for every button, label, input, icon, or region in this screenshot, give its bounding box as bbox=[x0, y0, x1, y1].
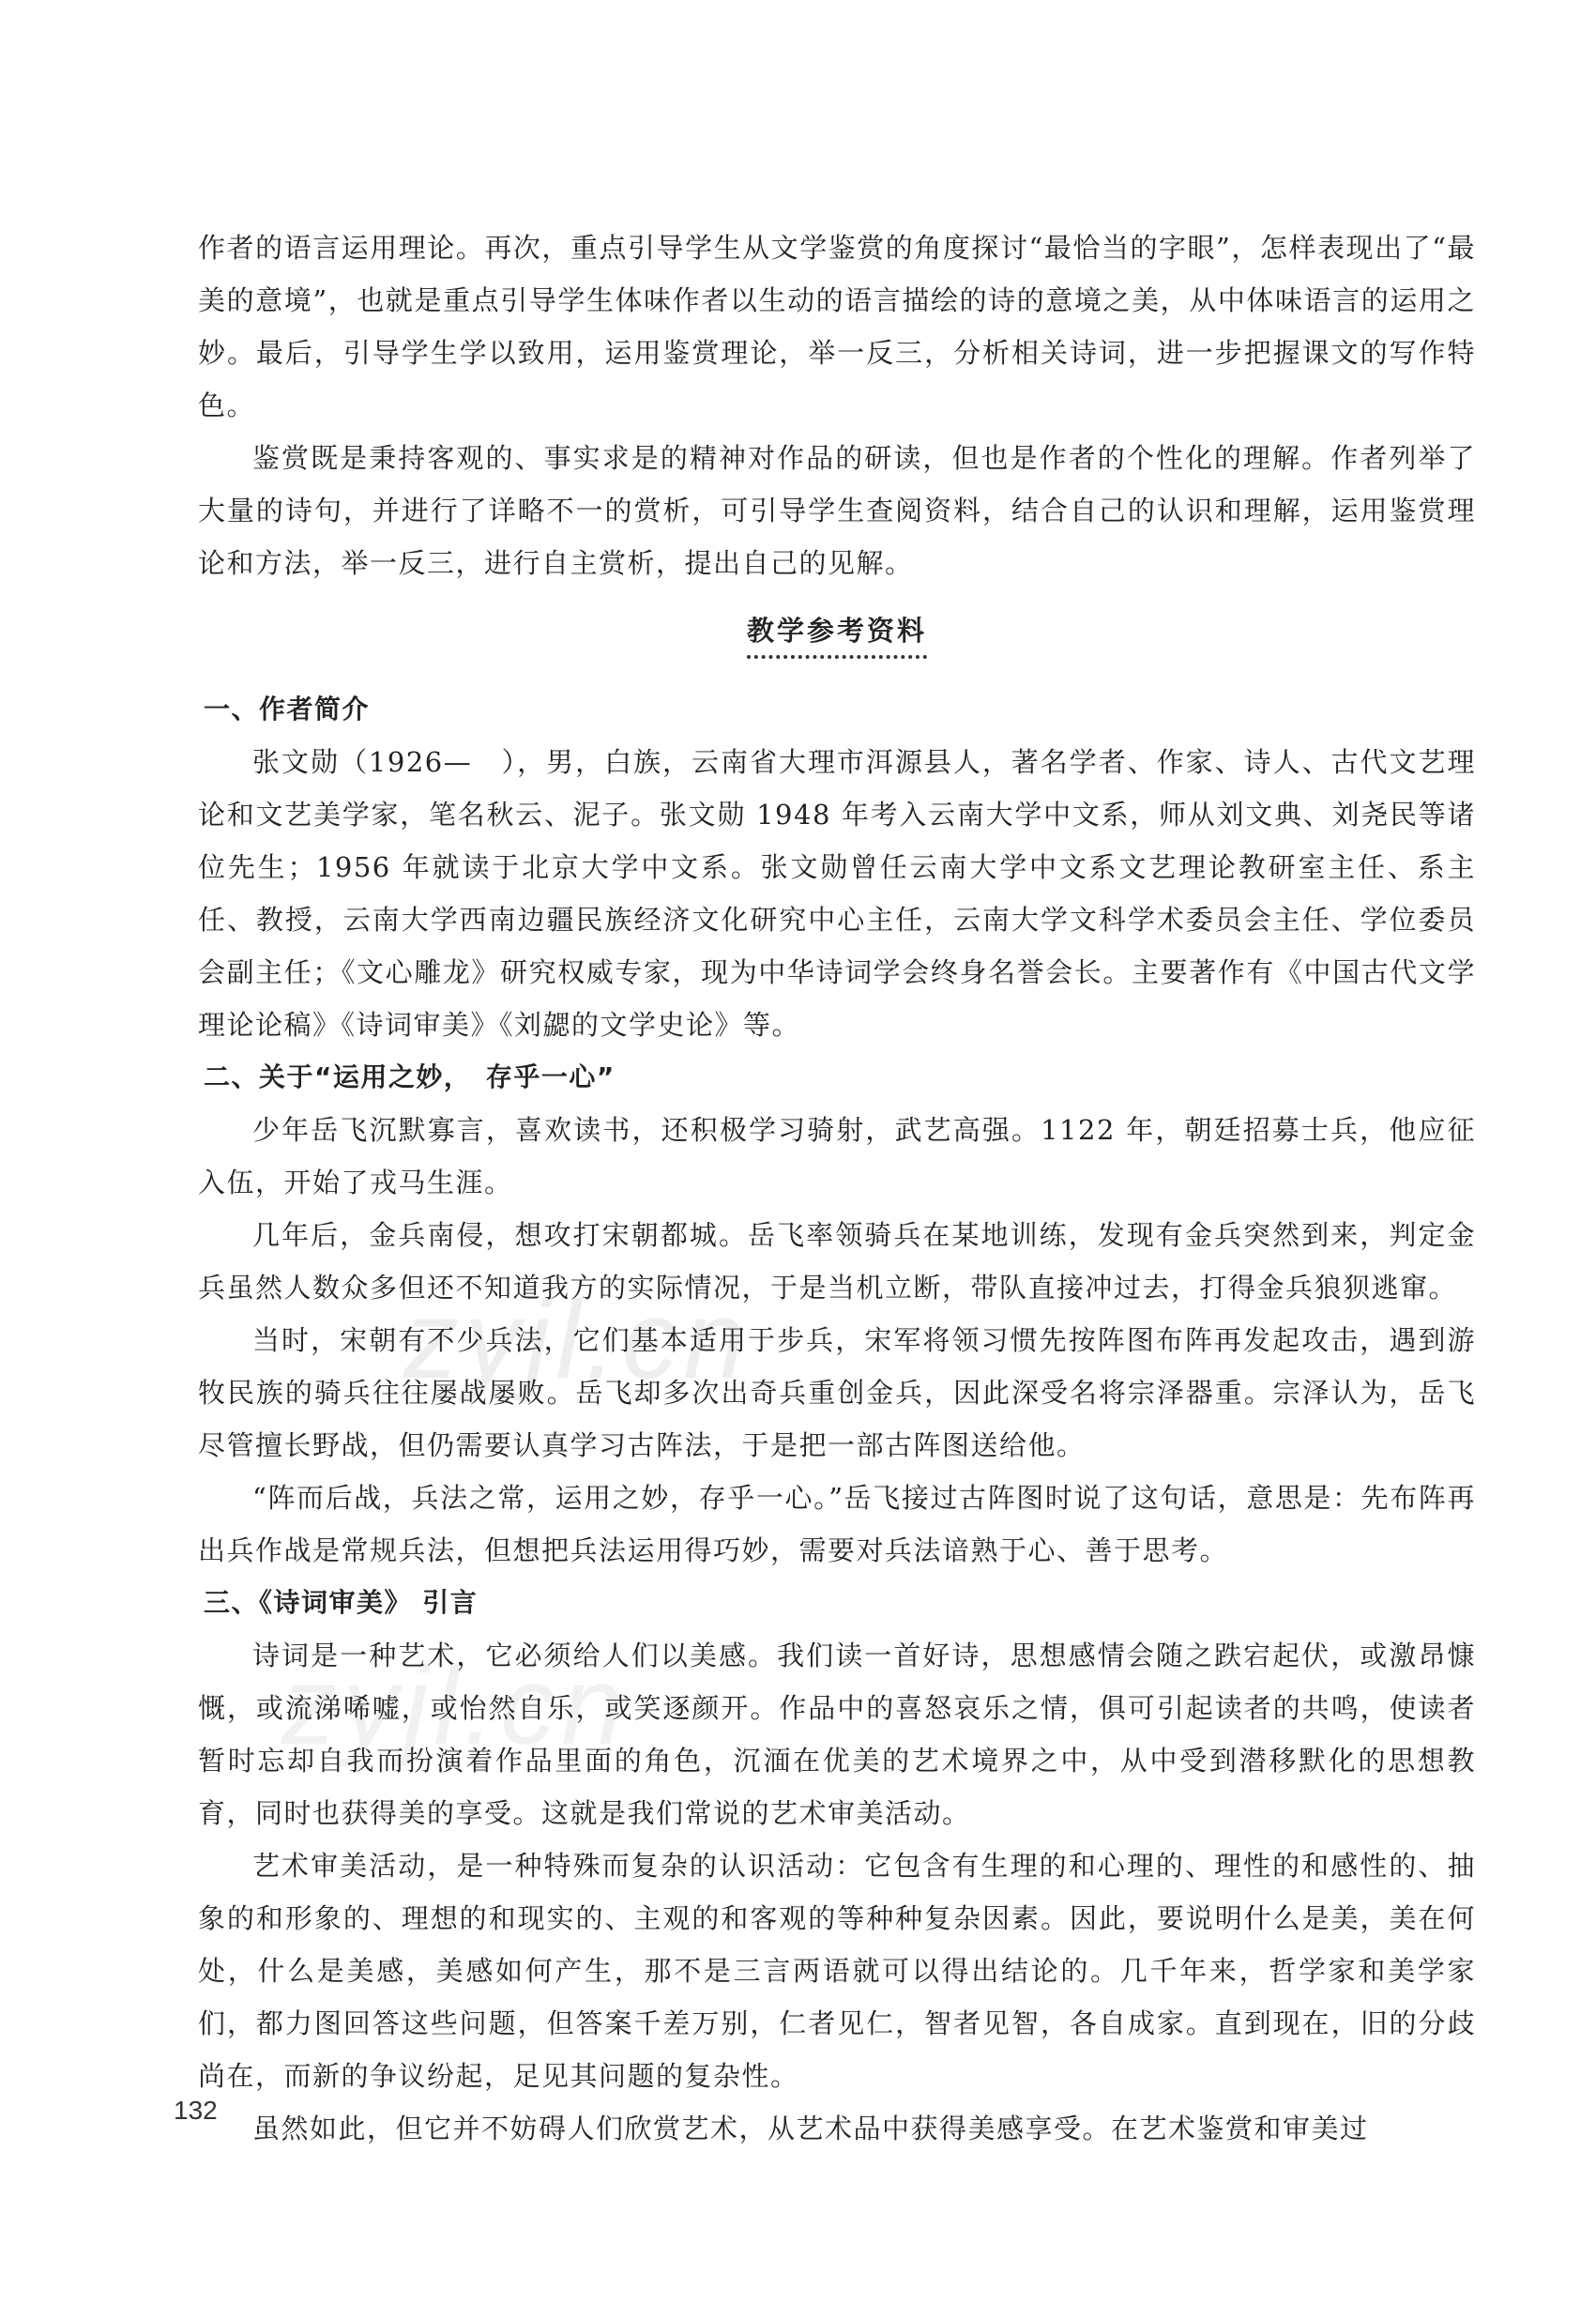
heading-yunyong-zhimiao: 二、关于“运用之妙， 存乎一心” bbox=[204, 1061, 616, 1092]
section-title-wrapper bbox=[198, 610, 1476, 659]
watermark-secondary: zyjl.cn bbox=[281, 1644, 629, 1768]
intro-paragraph-2: 鉴赏既是秉持客观的、事实求是的精神对作品的研读，但也是作者的个性化的理解。作者列举了大量的诗句，并进行了详略不一的赏析，可引导学生查阅资料，结合自己的认识和理解，运用鉴赏理论和方法，举一反三，进行自主赏析，提出自己的见解。 bbox=[198, 442, 1476, 579]
watermark: zyjl.cn bbox=[403, 1278, 751, 1402]
yuefei-paragraph-4: “阵而后战，兵法之常，运用之妙，存乎一心。”岳飞接过古阵图时说了这句话，意思是：先布阵再出兵作战是常规兵法，但想把兵法运用得巧妙，需要对兵法谙熟于心、善于思考。 bbox=[198, 1482, 1476, 1566]
intro-paragraph-1: 作者的语言运用理论。再次，重点引导学生从文学鉴赏的角度探讨“最恰当的字眼”，怎样表现出了“最美的意境”，也就是重点引导学生体味作者以生动的语言描绘的诗的意境之美，从中体味语言的运用之妙。最后，引导学生学以致用，运用鉴赏理论，举一反三，分析相关诗词，进一步把握课文的写作特色。 bbox=[198, 232, 1476, 421]
heading-author-intro: 一、作者简介 bbox=[204, 694, 371, 725]
yuefei-paragraph-1: 少年岳飞沉默寡言，喜欢读书，还积极学习骑射，武艺高强。1122 年，朝廷招募士兵，他应征入伍，开始了戎马生涯。 bbox=[198, 1114, 1476, 1198]
page-number: 132 bbox=[174, 2096, 218, 2125]
shenmei-paragraph-1: 诗词是一种艺术，它必须给人们以美感。我们读一首好诗，思想感情会随之跌宕起伏，或激昂慷慨，或流涕唏嘘，或怡然自乐，或笑逐颜开。作品中的喜怒哀乐之情，俱可引起读者的共鸣，使读者暂时忘却自我而扮演着作品里面的角色，沉湎在优美的艺术境界之中，从中受到潜移默化的思想教育，同时也获得美的享受。这就是我们常说的艺术审美活动。 bbox=[198, 1640, 1476, 1829]
section-title: 教学参考资料 bbox=[747, 610, 927, 659]
shenmei-paragraph-2: 艺术审美活动，是一种特殊而复杂的认识活动：它包含有生理的和心理的、理性的和感性的、抽象的和形象的、理想的和现实的、主观的和客观的等种种复杂因素。因此，要说明什么是美，美在何处，什么是美感，美感如何产生，那不是三言两语就可以得出结论的。几千年来，哲学家和美学家们，都力图回答这些问题，但答案千差万别，仁者见仁，智者见智，各自成家。直到现在，旧的分歧尚在，而新的争议纷起，足见其问题的复杂性。 bbox=[198, 1850, 1476, 2092]
yuefei-paragraph-3: 当时，宋朝有不少兵法，它们基本适用于步兵，宋军将领习惯先按阵图布阵再发起攻击，遇到游牧民族的骑兵往往屡战屡败。岳飞却多次出奇兵重创金兵，因此深受名将宗泽器重。宗泽认为，岳飞尽管擅长野战，但仍需要认真学习古阵法，于是把一部古阵图送给他。 bbox=[198, 1324, 1476, 1461]
author-intro-paragraph: 张文勋（1926— ），男，白族，云南省大理市洱源县人，著名学者、作家、诗人、古代文艺理论和文艺美学家，笔名秋云、泥子。张文勋 1948 年考入云南大学中文系，师从刘文典、刘尧民等诸位先生；1956 年就读于北京大学中文系。张文勋曾任云南大学中文系文艺理论教研室主任、系主任、教授，云南大学西南边疆民族经济文化研究中心主任，云南大学文科学术委员会主任、学位委员会副主任；《文心雕龙》研究权威专家，现为中华诗词学会终身名誉会长。主要著作有《中国古代文学理论论稿》《诗词审美》《刘勰的文学史论》等。 bbox=[198, 746, 1476, 1041]
shenmei-paragraph-3: 虽然如此，但它并不妨碍人们欣赏艺术，从艺术品中获得美感享受。在艺术鉴赏和审美过 bbox=[252, 2113, 1369, 2144]
page-content bbox=[198, 221, 1476, 2155]
heading-shici-shenmei: 三、《诗词审美》 引言 bbox=[204, 1587, 479, 1618]
yuefei-paragraph-2: 几年后，金兵南侵，想攻打宋朝都城。岳飞率领骑兵在某地训练，发现有金兵突然到来，判定金兵虽然人数众多但还不知道我方的实际情况，于是当机立断，带队直接冲过去，打得金兵狼狈逃窜。 bbox=[198, 1219, 1476, 1304]
